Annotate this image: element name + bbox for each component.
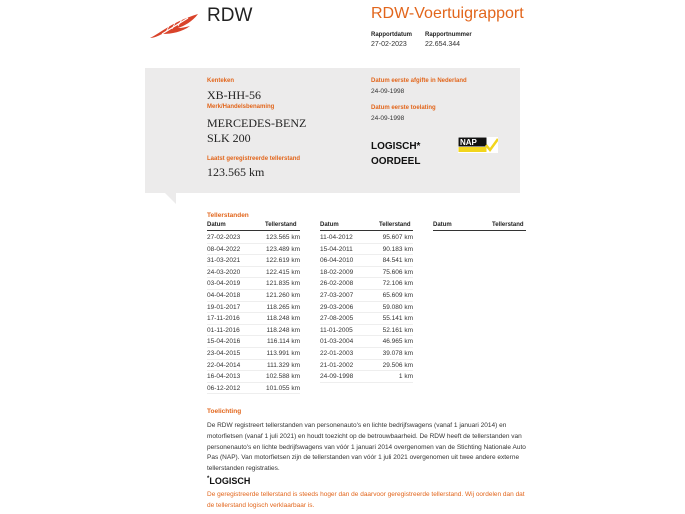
table-row [320,244,413,256]
table-row [320,302,413,314]
merk-value: MERCEDES-BENZ [207,116,307,130]
table-row [320,290,413,302]
col2-tellerstand-header: Tellerstand [379,222,411,228]
table-row [320,255,413,267]
eerste-afgifte-value: 24-09-1998 [371,88,405,95]
row-datum: 27-03-2007 [320,292,354,299]
row-datum: 17-11-2016 [207,315,240,323]
row-tellerstand: 121.260 km [266,292,300,299]
row-datum: 16-04-2013 [207,373,241,381]
row-tellerstand: 59.080 km [382,303,413,311]
table-row [320,325,413,337]
col3-header-rule [433,230,526,231]
table-row [207,360,300,372]
col2-header-rule [320,230,413,231]
row-datum: 01-03-2004 [320,338,354,346]
table-row [320,278,413,290]
row-tellerstand: 1 km [398,373,413,381]
row-datum: 29-03-2006 [320,303,354,311]
table-row [207,278,300,290]
row-tellerstand: 75.606 km [382,268,413,276]
row-tellerstand: 29.506 km [382,361,413,369]
rapportnummer-value: 22.654.344 [425,41,461,48]
row-tellerstand: 84.541 km [382,257,413,265]
row-datum: 21-01-2002 [320,361,354,369]
eerste-toelating-value: 24-09-1998 [371,115,405,122]
row-datum: 24-09-1998 [320,373,354,381]
laatste-tellerstand-value: 123.565 km [207,165,265,179]
row-tellerstand: 122.415 km [266,268,300,276]
row-datum: 04-04-2018 [207,292,241,299]
toelichting-text: De RDW registreert tellerstanden van personenauto's en lichte bedrijfswagens (vanaf 1 januari 2014) en motorfietsen (vanaf 1 juli 2021) en houdt toezicht op de betrouwbaarheid. De RDW heeft de tellerstanden van personenauto's en lichte bedrijfswagens van vóór 1 januari 2014 overgenomen van de Stichting Nationale Auto Pas (NAP). Van motorfietsen zijn de tellerstanden van vóór 1 juli 2021 overgenomen uit twee andere externe tellerstanden registraties. [207,422,526,473]
row-datum: 01-11-2016 [207,326,240,334]
table-row [207,325,300,337]
table-row [207,302,300,314]
toelichting-title: Toelichting [207,408,242,415]
row-tellerstand: 118.265 km [266,303,300,311]
col3-tellerstand-header: Tellerstand [492,222,524,228]
model-value: SLK 200 [207,131,251,145]
panel-notch [164,192,176,204]
row-tellerstand: 118.248 km [266,315,300,323]
table-row [207,348,300,360]
table-row [320,267,413,279]
table-row [207,244,300,256]
table-row [207,371,300,383]
verdict-line1: LOGISCH* [371,141,421,152]
row-datum: 11-01-2005 [320,326,353,334]
table-row [207,383,300,395]
tellerstanden-title: Tellerstanden [207,212,249,219]
logisch-heading [207,476,250,486]
row-tellerstand: 95.607 km [382,234,413,241]
row-datum: 08-04-2022 [207,245,241,253]
logisch-label: LOGISCH [209,476,251,486]
brand-name: RDW [207,5,253,26]
logisch-text: De geregistreerde tellerstand is steeds hoger dan de daarvoor geregistreerde tellerstand. Wij oordelen dan dat de tellerstand logisch verklaarbaar is. [207,491,525,509]
row-datum: 19-01-2017 [207,303,241,311]
row-datum: 06-12-2012 [207,384,241,392]
row-datum: 22-01-2003 [320,350,354,357]
row-tellerstand: 52.161 km [382,326,413,334]
row-tellerstand: 90.183 km [382,245,413,253]
verdict-line2: OORDEEL [371,156,421,167]
logisch-star: * [207,476,210,482]
row-tellerstand: 118.248 km [266,326,300,334]
nap-text: NAP [460,138,477,147]
table-row [207,255,300,267]
row-tellerstand: 102.588 km [266,373,300,381]
table-row [207,313,300,325]
col2-datum-header: Datum [320,222,339,228]
table-row [207,267,300,279]
row-tellerstand: 39.078 km [382,350,413,357]
rapportdatum-value: 27-02-2023 [371,41,407,48]
row-tellerstand: 72.106 km [382,280,413,288]
row-tellerstand: 113.991 km [266,350,300,357]
row-datum: 27-02-2023 [207,234,241,241]
row-datum: 31-03-2021 [207,257,241,265]
kenteken-value: XB-HH-56 [207,88,261,102]
row-datum: 27-08-2005 [320,315,354,323]
row-datum: 26-02-2008 [320,280,354,288]
table-row [207,232,300,244]
row-tellerstand: 121.835 km [266,280,300,288]
table-row [320,360,413,372]
table-row [320,371,413,383]
vehicle-panel [145,68,520,193]
row-tellerstand: 65.609 km [382,292,413,299]
row-tellerstand: 111.329 km [266,361,300,369]
col1-datum-header: Datum [207,222,226,228]
row-tellerstand: 123.489 km [266,245,300,253]
col3-datum-header: Datum [433,222,452,228]
row-datum: 11-04-2012 [320,234,353,241]
row-tellerstand: 122.619 km [266,257,300,265]
table-row [320,313,413,325]
row-datum: 15-04-2016 [207,338,241,346]
nap-logo-icon [458,137,498,153]
row-tellerstand: 46.965 km [382,338,413,346]
row-datum: 15-04-2011 [320,245,353,253]
rapportnummer-label: Rapportnummer [425,32,472,38]
eerste-toelating-label: Datum eerste toelating [371,105,436,111]
col1-header-rule [207,230,300,231]
verdict [371,139,420,169]
row-datum: 23-04-2015 [207,350,241,357]
kenteken-label: Kenteken [207,78,235,84]
row-datum: 03-04-2019 [207,280,241,288]
rdw-logo-icon [148,12,200,40]
table-row [320,232,413,244]
table-row [207,336,300,348]
row-datum: 22-04-2014 [207,361,241,369]
laatste-tellerstand-label: Laatst geregistreerde tellerstand [207,156,301,162]
row-tellerstand: 55.141 km [382,315,413,323]
row-datum: 18-02-2009 [320,268,354,276]
table-row [207,290,300,302]
report-title: RDW-Voertuigrapport [371,5,524,22]
table-row [320,348,413,360]
row-tellerstand: 101.055 km [266,384,300,392]
rapportdatum-label: Rapportdatum [371,32,412,38]
merk-label: Merk/Handelsbenaming [207,104,275,110]
row-tellerstand: 116.114 km [266,338,300,346]
col1-tellerstand-header: Tellerstand [265,222,297,228]
row-datum: 06-04-2010 [320,257,354,265]
eerste-afgifte-label: Datum eerste afgifte in Nederland [371,78,467,84]
table-row [320,336,413,348]
row-tellerstand: 123.565 km [266,234,300,241]
row-datum: 24-03-2020 [207,268,241,276]
